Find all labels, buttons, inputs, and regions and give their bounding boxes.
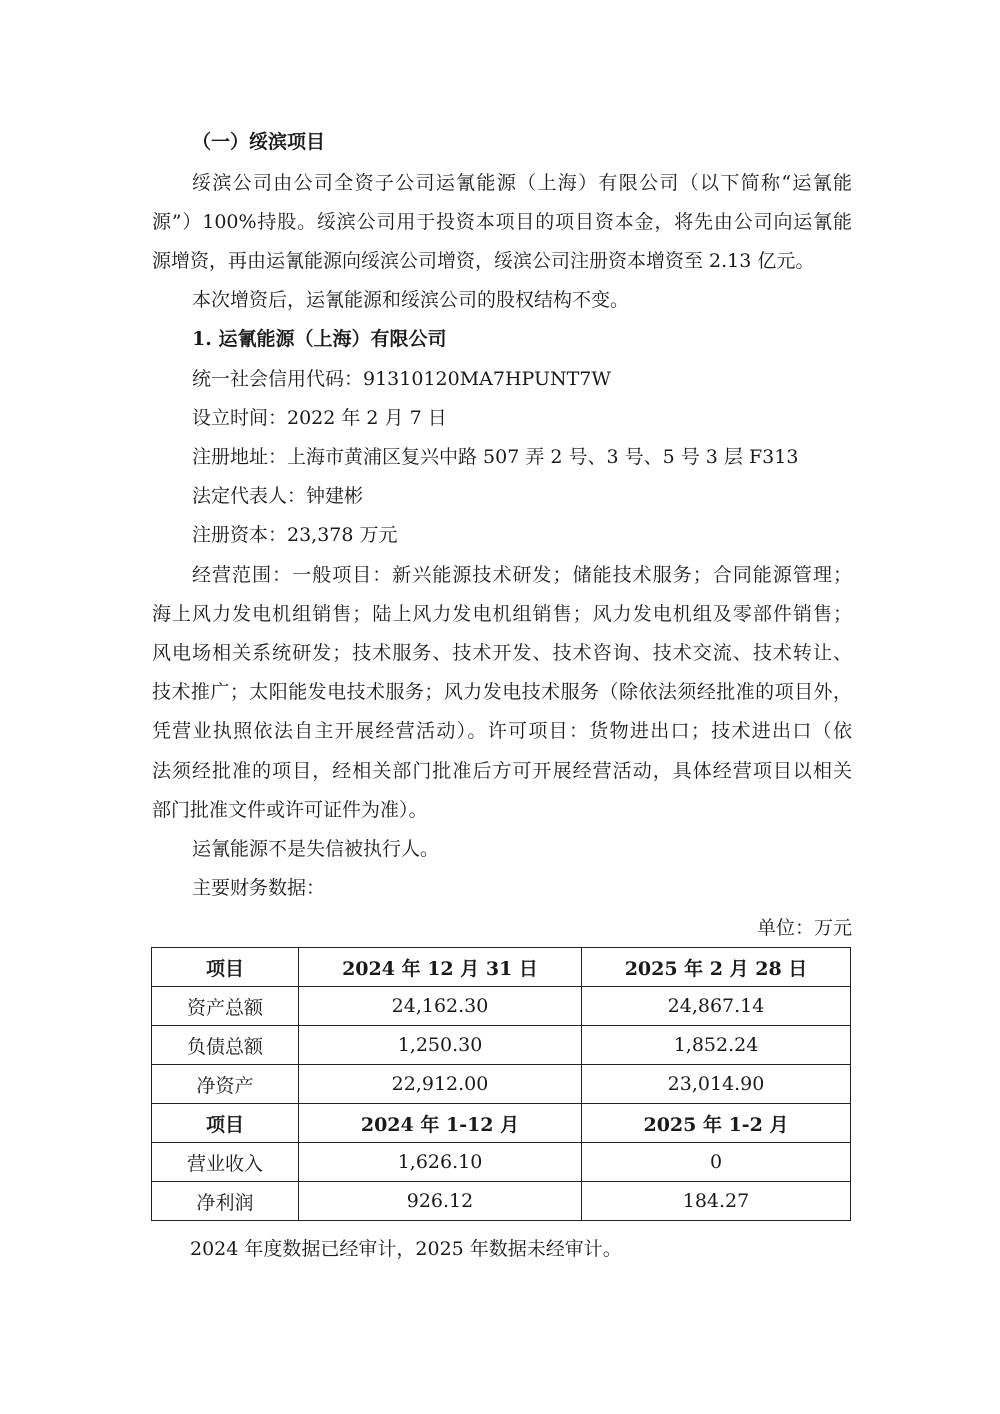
financial-table (151, 947, 851, 1221)
table-row (152, 1143, 851, 1182)
intro-line-2: 源”）100%持股。绥滨公司用于投资本项目的项目资本金，将先由公司向运氰能 (152, 211, 852, 233)
table-cell: 0 (582, 1143, 851, 1182)
legal-representative: 法定代表人：钟建彬 (192, 485, 364, 507)
table-row (152, 987, 851, 1026)
table-cell: 负债总额 (152, 1026, 299, 1065)
table-cell: 23,014.90 (582, 1065, 851, 1104)
table-cell: 1,626.10 (299, 1143, 582, 1182)
scope-line-7: 部门批准文件或许可证件为准）。 (152, 799, 428, 821)
scope-line-2: 海上风力发电机组销售；陆上风力发电机组销售；风力发电机组及零部件销售； (152, 603, 852, 625)
table-cell: 24,867.14 (582, 987, 851, 1026)
table-row (152, 1182, 851, 1221)
table-cell: 2024 年 12 月 31 日 (299, 948, 582, 987)
table-cell: 926.12 (299, 1182, 582, 1221)
table-cell: 1,250.30 (299, 1026, 582, 1065)
section-heading: （一）绥滨项目 (192, 131, 326, 153)
company-heading: 1. 运氰能源（上海）有限公司 (192, 328, 447, 350)
audit-footnote: 2024 年度数据已经审计，2025 年数据未经审计。 (190, 1238, 622, 1260)
table-cell: 2025 年 2 月 28 日 (582, 948, 851, 987)
financial-data-title: 主要财务数据： (192, 877, 326, 899)
table-cell: 1,852.24 (582, 1026, 851, 1065)
table-cell: 24,162.30 (299, 987, 582, 1026)
table-cell: 资产总额 (152, 987, 299, 1026)
table-cell: 项目 (152, 948, 299, 987)
scope-line-4: 技术推广；太阳能发电技术服务；风力发电技术服务（除依法须经批准的项目外， (152, 681, 852, 703)
table-cell: 净利润 (152, 1182, 299, 1221)
table-cell: 净资产 (152, 1065, 299, 1104)
registered-capital: 注册资本：23,378 万元 (192, 524, 398, 546)
table-row (152, 1065, 851, 1104)
credit-code: 统一社会信用代码：91310120MA7HPUNT7W (192, 368, 611, 390)
scope-line-3: 风电场相关系统研发；技术服务、技术开发、技术咨询、技术交流、技术转让、 (152, 642, 852, 664)
table-cell: 2024 年 1-12 月 (299, 1104, 582, 1143)
scope-line-5: 凭营业执照依法自主开展经营活动）。许可项目：货物进出口；技术进出口（依 (152, 720, 852, 742)
not-dishonest-note: 运氰能源不是失信被执行人。 (192, 838, 440, 860)
table-cell: 22,912.00 (299, 1065, 582, 1104)
table-header-row (152, 948, 851, 987)
table-cell: 2025 年 1-2 月 (582, 1104, 851, 1143)
registered-address: 注册地址：上海市黄浦区复兴中路 507 弄 2 号、3 号、5 号 3 层 F313 (192, 446, 799, 468)
intro-line-1: 绥滨公司由公司全资子公司运氰能源（上海）有限公司（以下简称“运氰能 (192, 172, 852, 194)
table-cell: 营业收入 (152, 1143, 299, 1182)
intro-line-3: 源增资，再由运氰能源向绥滨公司增资，绥滨公司注册资本增资至 2.13 亿元。 (152, 250, 815, 272)
table-cell: 项目 (152, 1104, 299, 1143)
table-row (152, 1026, 851, 1065)
table-header-row (152, 1104, 851, 1143)
equity-note: 本次增资后，运氰能源和绥滨公司的股权结构不变。 (192, 289, 630, 311)
unit-label: 单位：万元 (756, 917, 852, 939)
established-date: 设立时间：2022 年 2 月 7 日 (192, 407, 447, 429)
scope-line-6: 法须经批准的项目，经相关部门批准后方可开展经营活动，具体经营项目以相关 (152, 760, 852, 782)
table-cell: 184.27 (582, 1182, 851, 1221)
scope-line-1: 经营范围：一般项目：新兴能源技术研发；储能技术服务；合同能源管理； (192, 564, 852, 586)
